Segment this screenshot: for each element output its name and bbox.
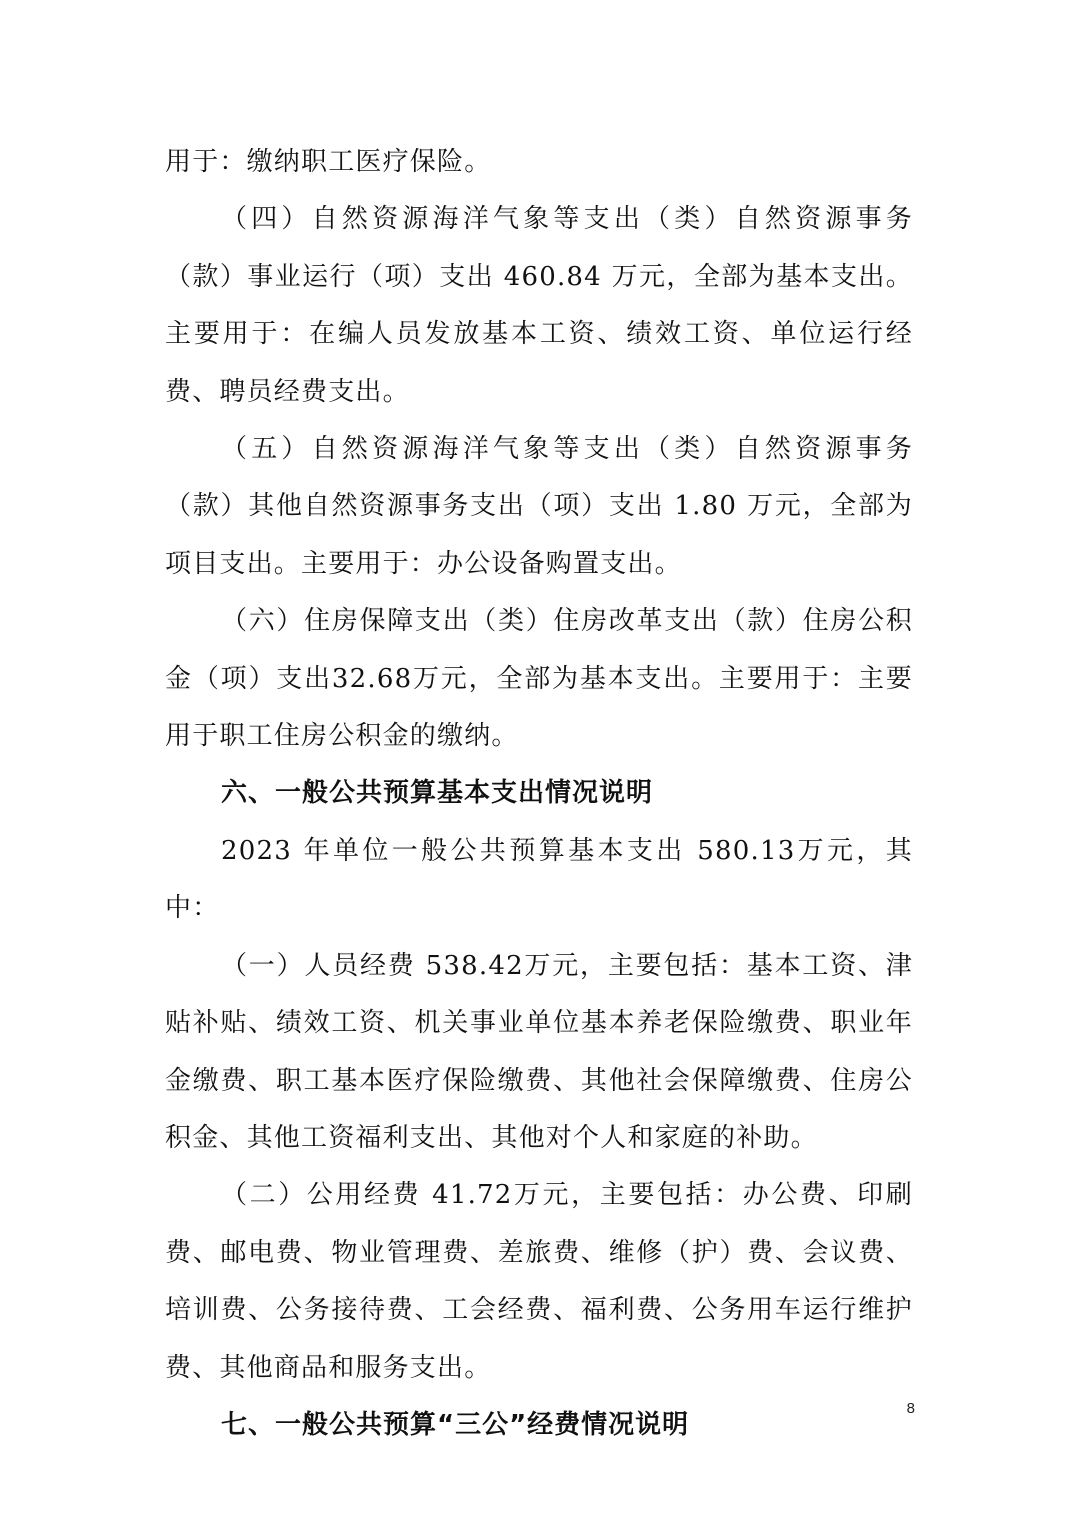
- paragraph-public-expenses: （二）公用经费 41.72万元，主要包括：办公费、印刷费、邮电费、物业管理费、差旅费、维修（护）费、会议费、培训费、公务接待费、工会经费、福利费、公务用车运行维护费、其他商品和服务支出。: [165, 1180, 913, 1383]
- paragraph-personnel-expenses: （一）人员经费 538.42万元，主要包括：基本工资、津贴补贴、绩效工资、机关事业单位基本养老保险缴费、职业年金缴费、职工基本医疗保险缴费、其他社会保障缴费、住房公积金、其他工资福利支出、其他对个人和家庭的补助。: [165, 950, 913, 1153]
- section-heading-three-public-expenses: 七、一般公共预算“三公”经费情况说明: [221, 1409, 690, 1440]
- paragraph-item-5-other-affairs: （五）自然资源海洋气象等支出（类）自然资源事务（款）其他自然资源事务支出（项）支出 1.80 万元，全部为项目支出。主要用于：办公设备购置支出。: [165, 434, 913, 579]
- paragraph-medical-insurance: 用于：缴纳职工医疗保险。: [165, 147, 492, 177]
- page-number: 8: [906, 1400, 915, 1417]
- section-heading-basic-expenditure: 六、一般公共预算基本支出情况说明: [221, 778, 654, 809]
- paragraph-basic-expenditure-total: 2023 年单位一般公共预算基本支出 580.13万元，其中：: [165, 835, 913, 924]
- document-body: [165, 134, 913, 1454]
- paragraph-item-4-operations: （四）自然资源海洋气象等支出（类）自然资源事务（款）事业运行（项）支出 460.84 万元，全部为基本支出。主要用于：在编人员发放基本工资、绩效工资、单位运行经费、聘员经费支出。: [165, 204, 913, 407]
- paragraph-item-6-housing-fund: （六）住房保障支出（类）住房改革支出（款）住房公积金（项）支出32.68万元，全部为基本支出。主要用于：主要用于职工住房公积金的缴纳。: [165, 606, 913, 752]
